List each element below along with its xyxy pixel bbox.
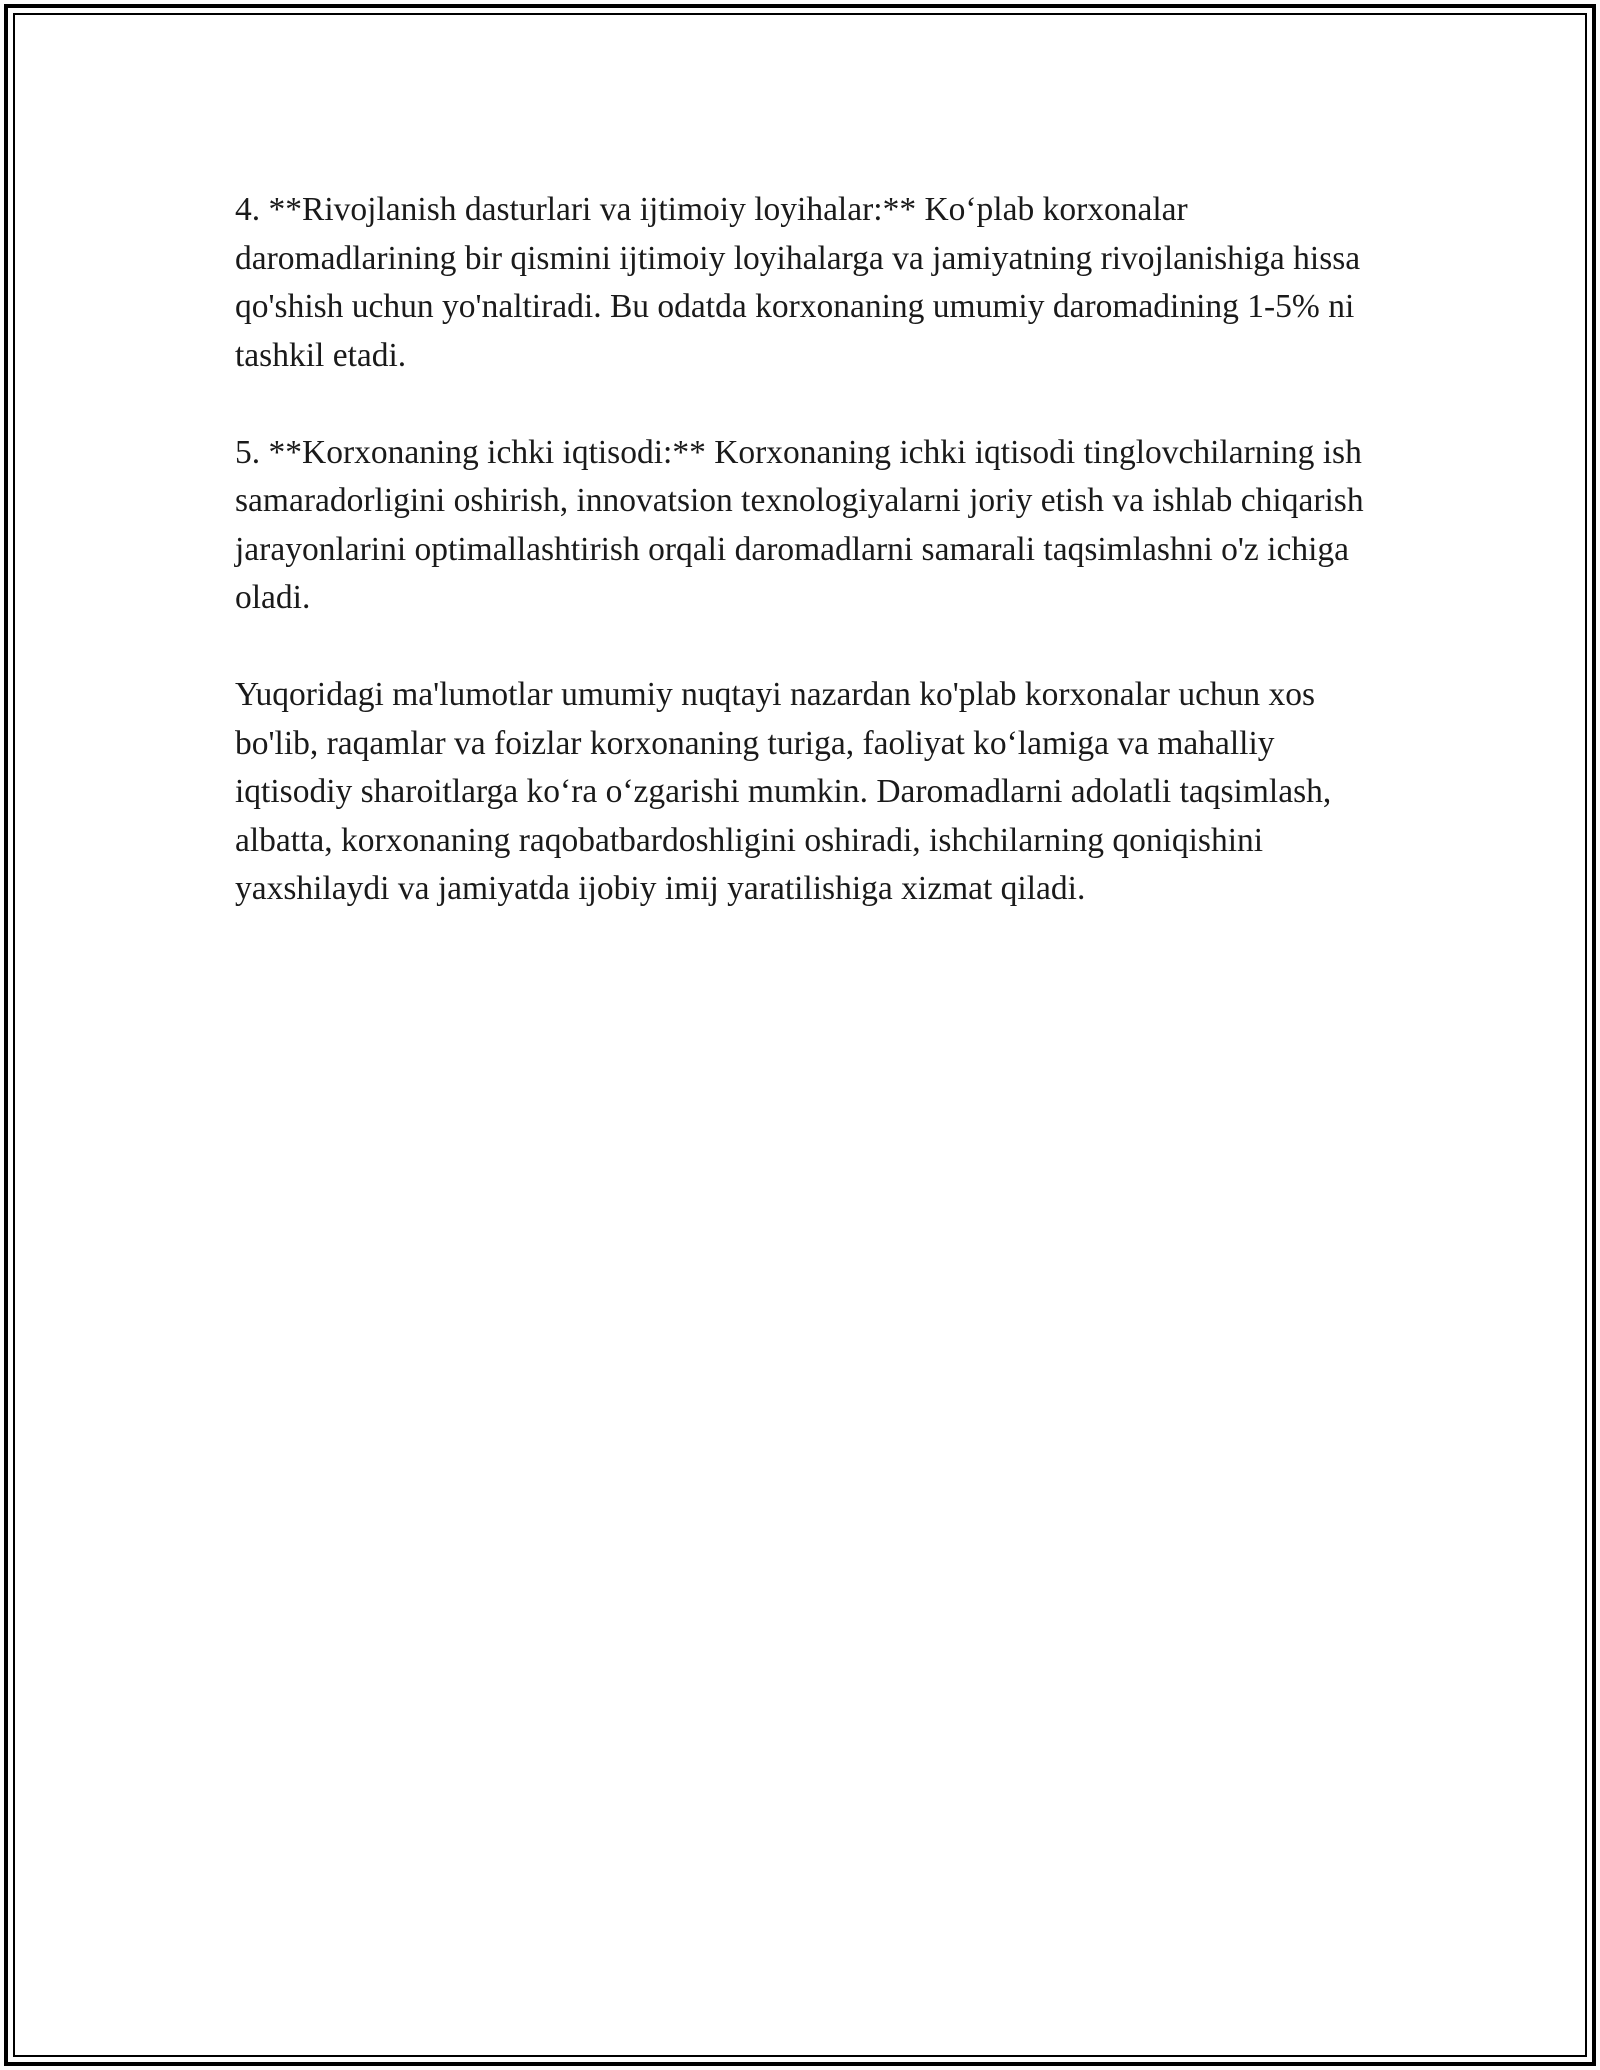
paragraph-item-5: 5. **Korxonaning ichki iqtisodi:** Korxonaning ichki iqtisodi tinglovchilarning ish samaradorligini oshirish, innovatsion texnologiyalarni joriy etish va ishlab chiqarish jarayonlarini optimallashtirish orqali daromadlarni samarali taqsimlashni o'z ichiga oladi.: [235, 433, 1364, 616]
paragraph-item-4: 4. **Rivojlanish dasturlari va ijtimoiy loyihalar:** Koʻplab korxonalar daromadlarining bir qismini ijtimoiy loyihalarga va jamiyatning rivojlanishiga hissa qo'shish uchun yo'naltiradi. Bu odatda korxonaning umumiy daromadining 1-5% ni tashkil etadi.: [235, 191, 1361, 374]
document-body: [235, 186, 1375, 962]
paragraph-summary: Yuqoridagi ma'lumotlar umumiy nuqtayi nazardan ko'plab korxonalar uchun xos bo'lib, raqamlar va foizlar korxonaning turiga, faoliyat koʻlamiga va mahalliy iqtisodiy sharoitlarga koʻra oʻzgarishi mumkin. Daromadlarni adolatli taqsimlash, albatta, korxonaning raqobatbardoshligini oshiradi, ishchilarning qoniqishini yaxshilaydi va jamiyatda ijobiy imij yaratilishiga xizmat qiladi.: [235, 676, 1332, 907]
